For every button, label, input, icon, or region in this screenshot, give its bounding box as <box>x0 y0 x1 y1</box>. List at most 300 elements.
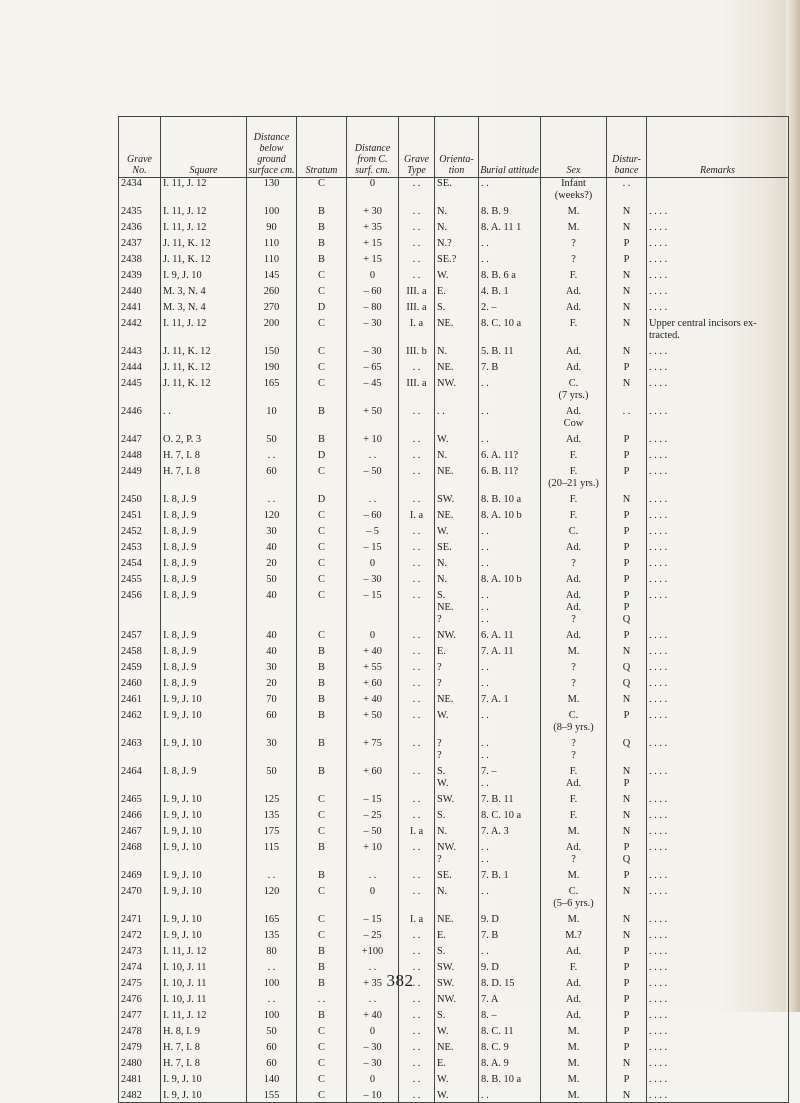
table-row <box>119 462 789 478</box>
cell-grave-type: . . <box>399 522 435 538</box>
cell-sex: Ad. <box>541 402 607 418</box>
cell-burial-attitude: . . <box>479 614 541 626</box>
cell-remarks: . . . . <box>647 790 789 806</box>
cell-square: J. 11, K. 12 <box>161 342 247 358</box>
cell-grave-no <box>119 614 161 626</box>
cell-disturbance: Q <box>607 734 647 750</box>
cell-distance-below <box>247 750 297 762</box>
cell-sex: Ad. <box>541 282 607 298</box>
cell-square: . . <box>161 402 247 418</box>
cell-sex: ? <box>541 554 607 570</box>
cell-square: H. 7, I. 8 <box>161 1054 247 1070</box>
cell-grave-type <box>399 390 435 402</box>
cell-sex: F. <box>541 446 607 462</box>
cell-grave-no: 2450 <box>119 490 161 506</box>
cell-grave-no: 2448 <box>119 446 161 462</box>
cell-distance-from: – 25 <box>347 926 399 942</box>
cell-remarks: . . . . <box>647 822 789 838</box>
cell-stratum: B <box>297 430 347 446</box>
cell-sex: M. <box>541 910 607 926</box>
cell-square <box>161 750 247 762</box>
cell-burial-attitude: 9. D <box>479 910 541 926</box>
cell-sex: C. <box>541 706 607 722</box>
cell-sex: M. <box>541 642 607 658</box>
cell-remarks: tracted. <box>647 330 789 342</box>
cell-stratum: B <box>297 1006 347 1022</box>
cell-disturbance: P <box>607 942 647 958</box>
cell-sex: M.? <box>541 926 607 942</box>
header-square: Square <box>161 117 247 178</box>
cell-stratum: C <box>297 1070 347 1086</box>
cell-grave-no: 2445 <box>119 374 161 390</box>
cell-distance-from: . . <box>347 990 399 1006</box>
cell-burial-attitude: 8. B. 6 a <box>479 266 541 282</box>
cell-distance-from: – 10 <box>347 1086 399 1103</box>
cell-stratum <box>297 190 347 202</box>
cell-burial-attitude: 8. C. 11 <box>479 1022 541 1038</box>
cell-square: I. 9, J. 10 <box>161 790 247 806</box>
cell-distance-below: 50 <box>247 1022 297 1038</box>
table-row <box>119 734 789 750</box>
cell-square: I. 8, J. 9 <box>161 522 247 538</box>
cell-disturbance: P <box>607 506 647 522</box>
cell-distance-from <box>347 418 399 430</box>
cell-square: I. 9, J. 10 <box>161 838 247 854</box>
cell-grave-type: . . <box>399 642 435 658</box>
cell-stratum: C <box>297 806 347 822</box>
cell-remarks <box>647 418 789 430</box>
cell-distance-from: + 35 <box>347 974 399 990</box>
cell-orientation: NE. <box>435 314 479 330</box>
table-body <box>119 178 789 1103</box>
cell-disturbance: P <box>607 234 647 250</box>
cell-distance-from: – 5 <box>347 522 399 538</box>
cell-disturbance: Q <box>607 674 647 690</box>
cell-disturbance: Q <box>607 854 647 866</box>
cell-remarks: . . . . <box>647 538 789 554</box>
cell-grave-no: 2447 <box>119 430 161 446</box>
cell-grave-no: 2456 <box>119 586 161 602</box>
cell-grave-no: 2464 <box>119 762 161 778</box>
cell-orientation: ? <box>435 614 479 626</box>
cell-disturbance: P <box>607 446 647 462</box>
cell-orientation: SW. <box>435 490 479 506</box>
header-sex: Sex <box>541 117 607 178</box>
cell-grave-no <box>119 330 161 342</box>
cell-grave-type <box>399 778 435 790</box>
cell-distance-from: – 15 <box>347 538 399 554</box>
table-row <box>119 910 789 926</box>
cell-square <box>161 778 247 790</box>
table-row <box>119 642 789 658</box>
cell-disturbance: N <box>607 314 647 330</box>
cell-stratum <box>297 418 347 430</box>
cell-grave-no <box>119 778 161 790</box>
cell-disturbance: N <box>607 806 647 822</box>
cell-distance-from <box>347 750 399 762</box>
cell-burial-attitude: . . <box>479 586 541 602</box>
cell-disturbance: N <box>607 202 647 218</box>
cell-distance-from: 0 <box>347 1022 399 1038</box>
cell-grave-type <box>399 602 435 614</box>
cell-sex: Cow <box>541 418 607 430</box>
cell-orientation: E. <box>435 642 479 658</box>
cell-grave-no: 2473 <box>119 942 161 958</box>
cell-square: I. 9, J. 10 <box>161 882 247 898</box>
cell-orientation: ? <box>435 734 479 750</box>
cell-remarks <box>647 478 789 490</box>
cell-grave-no: 2477 <box>119 1006 161 1022</box>
cell-orientation: S. <box>435 762 479 778</box>
cell-orientation: NW. <box>435 838 479 854</box>
table-row <box>119 990 789 1006</box>
cell-orientation: NE. <box>435 358 479 374</box>
cell-distance-from: + 50 <box>347 706 399 722</box>
cell-remarks: . . . . <box>647 342 789 358</box>
cell-distance-from: . . <box>347 490 399 506</box>
cell-remarks: . . . . <box>647 1022 789 1038</box>
cell-square: I. 8, J. 9 <box>161 626 247 642</box>
cell-distance-below: 125 <box>247 790 297 806</box>
header-grave-type: Grave Type <box>399 117 435 178</box>
table-row <box>119 430 789 446</box>
cell-sex <box>541 330 607 342</box>
cell-distance-below: 10 <box>247 402 297 418</box>
cell-grave-type: . . <box>399 626 435 642</box>
cell-grave-no <box>119 750 161 762</box>
cell-orientation: W. <box>435 1022 479 1038</box>
cell-grave-no: 2454 <box>119 554 161 570</box>
cell-burial-attitude: . . <box>479 838 541 854</box>
cell-burial-attitude: . . <box>479 602 541 614</box>
cell-stratum <box>297 898 347 910</box>
cell-distance-from <box>347 330 399 342</box>
cell-grave-no: 2482 <box>119 1086 161 1103</box>
table-row <box>119 282 789 298</box>
cell-remarks: . . . . <box>647 866 789 882</box>
cell-orientation: E. <box>435 1054 479 1070</box>
cell-square: I. 9, J. 10 <box>161 266 247 282</box>
cell-grave-no: 2457 <box>119 626 161 642</box>
cell-square: I. 11, J. 12 <box>161 178 247 191</box>
cell-sex: ? <box>541 734 607 750</box>
cell-disturbance: P <box>607 838 647 854</box>
cell-orientation: W. <box>435 522 479 538</box>
cell-stratum: C <box>297 342 347 358</box>
cell-square <box>161 330 247 342</box>
cell-orientation: SE. <box>435 866 479 882</box>
table-row <box>119 266 789 282</box>
cell-grave-type: . . <box>399 250 435 266</box>
cell-grave-type: . . <box>399 926 435 942</box>
cell-stratum: B <box>297 838 347 854</box>
page-number: 382 <box>386 971 414 990</box>
cell-disturbance <box>607 478 647 490</box>
cell-grave-no: 2478 <box>119 1022 161 1038</box>
cell-disturbance: N <box>607 266 647 282</box>
cell-distance-below: 30 <box>247 734 297 750</box>
cell-remarks <box>647 854 789 866</box>
cell-sex: Ad. <box>541 942 607 958</box>
cell-distance-from <box>347 190 399 202</box>
cell-burial-attitude: 5. B. 11 <box>479 342 541 358</box>
cell-sex: Ad. <box>541 838 607 854</box>
cell-orientation <box>435 190 479 202</box>
cell-remarks: . . . . <box>647 942 789 958</box>
cell-distance-below <box>247 190 297 202</box>
cell-distance-below: 40 <box>247 642 297 658</box>
cell-disturbance: P <box>607 1022 647 1038</box>
cell-burial-attitude: . . <box>479 942 541 958</box>
cell-orientation: NW. <box>435 990 479 1006</box>
cell-distance-from: – 30 <box>347 1054 399 1070</box>
cell-distance-below: 175 <box>247 822 297 838</box>
header-distance-from: Distance from C. surf. cm. <box>347 117 399 178</box>
cell-remarks: . . . . <box>647 910 789 926</box>
cell-grave-type: . . <box>399 882 435 898</box>
cell-burial-attitude: 7. B <box>479 358 541 374</box>
cell-burial-attitude: 8. B. 10 a <box>479 490 541 506</box>
cell-orientation <box>435 330 479 342</box>
cell-burial-attitude: 7. B. 11 <box>479 790 541 806</box>
cell-disturbance: N <box>607 690 647 706</box>
cell-stratum: . . <box>297 990 347 1006</box>
cell-distance-below: 110 <box>247 250 297 266</box>
cell-grave-no: 2449 <box>119 462 161 478</box>
cell-square: I. 11, J. 12 <box>161 314 247 330</box>
cell-orientation: S. <box>435 806 479 822</box>
cell-grave-type: . . <box>399 942 435 958</box>
cell-sex: C. <box>541 522 607 538</box>
cell-orientation: S. <box>435 586 479 602</box>
cell-stratum: D <box>297 298 347 314</box>
cell-grave-type: . . <box>399 586 435 602</box>
table-row <box>119 602 789 614</box>
cell-sex: Ad. <box>541 990 607 1006</box>
cell-distance-below: . . <box>247 866 297 882</box>
cell-disturbance: N <box>607 762 647 778</box>
cell-grave-no: 2455 <box>119 570 161 586</box>
cell-grave-type: . . <box>399 1022 435 1038</box>
cell-grave-no: 2468 <box>119 838 161 854</box>
cell-grave-type: . . <box>399 674 435 690</box>
cell-burial-attitude: . . <box>479 658 541 674</box>
cell-grave-no: 2444 <box>119 358 161 374</box>
table-row <box>119 418 789 430</box>
cell-remarks: . . . . <box>647 430 789 446</box>
cell-disturbance: . . <box>607 178 647 191</box>
cell-orientation: E. <box>435 926 479 942</box>
cell-grave-type: . . <box>399 554 435 570</box>
cell-grave-type: . . <box>399 1054 435 1070</box>
cell-disturbance: N <box>607 490 647 506</box>
cell-disturbance <box>607 190 647 202</box>
cell-remarks: . . . . <box>647 374 789 390</box>
table-row <box>119 190 789 202</box>
cell-orientation: NW. <box>435 374 479 390</box>
cell-burial-attitude: 8. C. 10 a <box>479 806 541 822</box>
cell-sex: M. <box>541 1070 607 1086</box>
cell-grave-no: 2466 <box>119 806 161 822</box>
cell-grave-no: 2471 <box>119 910 161 926</box>
cell-orientation: N. <box>435 202 479 218</box>
cell-sex: M. <box>541 1054 607 1070</box>
cell-disturbance: P <box>607 778 647 790</box>
cell-burial-attitude: 7. B. 1 <box>479 866 541 882</box>
table-row <box>119 570 789 586</box>
cell-sex: (5–6 yrs.) <box>541 898 607 910</box>
cell-square: I. 11, J. 12 <box>161 942 247 958</box>
cell-grave-type <box>399 478 435 490</box>
table-row <box>119 178 789 191</box>
cell-orientation: N. <box>435 342 479 358</box>
cell-grave-no: 2463 <box>119 734 161 750</box>
cell-disturbance: P <box>607 1006 647 1022</box>
cell-disturbance: P <box>607 586 647 602</box>
cell-grave-type: . . <box>399 218 435 234</box>
cell-remarks: . . . . <box>647 974 789 990</box>
cell-grave-type: . . <box>399 806 435 822</box>
cell-sex: F. <box>541 790 607 806</box>
cell-sex: ? <box>541 234 607 250</box>
cell-distance-below: 120 <box>247 882 297 898</box>
cell-sex: Ad. <box>541 430 607 446</box>
table-row <box>119 478 789 490</box>
cell-grave-type: III. a <box>399 282 435 298</box>
cell-square: J. 11, K. 12 <box>161 358 247 374</box>
table-row <box>119 866 789 882</box>
cell-remarks: . . . . <box>647 298 789 314</box>
cell-distance-below <box>247 330 297 342</box>
cell-grave-type: I. a <box>399 910 435 926</box>
cell-distance-below: 20 <box>247 554 297 570</box>
cell-grave-no: 2481 <box>119 1070 161 1086</box>
cell-stratum: B <box>297 762 347 778</box>
cell-orientation: N. <box>435 822 479 838</box>
cell-stratum: B <box>297 866 347 882</box>
cell-burial-attitude: . . <box>479 1086 541 1103</box>
cell-square: I. 8, J. 9 <box>161 506 247 522</box>
cell-grave-no: 2451 <box>119 506 161 522</box>
cell-distance-from <box>347 898 399 910</box>
cell-remarks: . . . . <box>647 570 789 586</box>
cell-orientation: N. <box>435 218 479 234</box>
cell-distance-from: . . <box>347 866 399 882</box>
cell-disturbance: N <box>607 342 647 358</box>
cell-stratum: B <box>297 674 347 690</box>
cell-grave-type: . . <box>399 958 435 974</box>
cell-remarks <box>647 722 789 734</box>
cell-burial-attitude: . . <box>479 522 541 538</box>
cell-grave-type: . . <box>399 538 435 554</box>
cell-square: I. 11, J. 12 <box>161 1006 247 1022</box>
cell-stratum: C <box>297 570 347 586</box>
cell-remarks: . . . . <box>647 218 789 234</box>
cell-remarks: . . . . <box>647 882 789 898</box>
cell-sex: C. <box>541 374 607 390</box>
cell-distance-from: 0 <box>347 266 399 282</box>
cell-disturbance: P <box>607 706 647 722</box>
cell-distance-below: . . <box>247 490 297 506</box>
cell-square <box>161 390 247 402</box>
cell-sex: C. <box>541 882 607 898</box>
cell-burial-attitude <box>479 478 541 490</box>
cell-distance-below: 135 <box>247 926 297 942</box>
cell-burial-attitude: . . <box>479 706 541 722</box>
cell-square: H. 7, I. 8 <box>161 446 247 462</box>
cell-grave-no: 2439 <box>119 266 161 282</box>
cell-sex: M. <box>541 218 607 234</box>
cell-burial-attitude: 8. C. 9 <box>479 1038 541 1054</box>
cell-grave-type <box>399 418 435 430</box>
cell-grave-no: 2437 <box>119 234 161 250</box>
cell-orientation: S. <box>435 298 479 314</box>
table-row <box>119 342 789 358</box>
cell-distance-from: 0 <box>347 626 399 642</box>
table-row <box>119 358 789 374</box>
cell-distance-below: 40 <box>247 626 297 642</box>
cell-sex: ? <box>541 614 607 626</box>
cell-orientation: W. <box>435 778 479 790</box>
cell-distance-below: 200 <box>247 314 297 330</box>
cell-grave-type: . . <box>399 358 435 374</box>
table-row <box>119 674 789 690</box>
cell-square: I. 9, J. 10 <box>161 910 247 926</box>
cell-remarks: . . . . <box>647 234 789 250</box>
cell-disturbance: P <box>607 358 647 374</box>
cell-grave-no: 2446 <box>119 402 161 418</box>
cell-orientation: SW. <box>435 974 479 990</box>
cell-remarks: . . . . <box>647 202 789 218</box>
cell-remarks: Upper central incisors ex- <box>647 314 789 330</box>
table-row <box>119 1070 789 1086</box>
cell-square: I. 10, J. 11 <box>161 958 247 974</box>
cell-burial-attitude: . . <box>479 734 541 750</box>
cell-stratum <box>297 602 347 614</box>
cell-remarks: . . . . <box>647 958 789 974</box>
cell-remarks: . . . . <box>647 1054 789 1070</box>
cell-orientation: ? <box>435 674 479 690</box>
cell-disturbance: Q <box>607 658 647 674</box>
cell-distance-from <box>347 778 399 790</box>
cell-remarks <box>647 614 789 626</box>
cell-square: M. 3, N. 4 <box>161 298 247 314</box>
cell-grave-type: . . <box>399 1070 435 1086</box>
cell-stratum: C <box>297 314 347 330</box>
cell-disturbance: P <box>607 1070 647 1086</box>
cell-sex: F. <box>541 506 607 522</box>
cell-orientation: S. <box>435 1006 479 1022</box>
cell-sex: ? <box>541 250 607 266</box>
cell-stratum: C <box>297 538 347 554</box>
cell-grave-type: . . <box>399 734 435 750</box>
table-row <box>119 1054 789 1070</box>
cell-distance-below: 30 <box>247 658 297 674</box>
cell-grave-no: 2462 <box>119 706 161 722</box>
cell-sex: (weeks?) <box>541 190 607 202</box>
cell-sex: Ad. <box>541 342 607 358</box>
cell-disturbance: P <box>607 958 647 974</box>
cell-orientation: SW. <box>435 790 479 806</box>
cell-remarks: . . . . <box>647 358 789 374</box>
cell-stratum: C <box>297 178 347 191</box>
table-row <box>119 298 789 314</box>
cell-orientation: SE. <box>435 178 479 191</box>
cell-remarks <box>647 190 789 202</box>
cell-stratum: B <box>297 706 347 722</box>
cell-distance-from: +100 <box>347 942 399 958</box>
cell-stratum: C <box>297 926 347 942</box>
